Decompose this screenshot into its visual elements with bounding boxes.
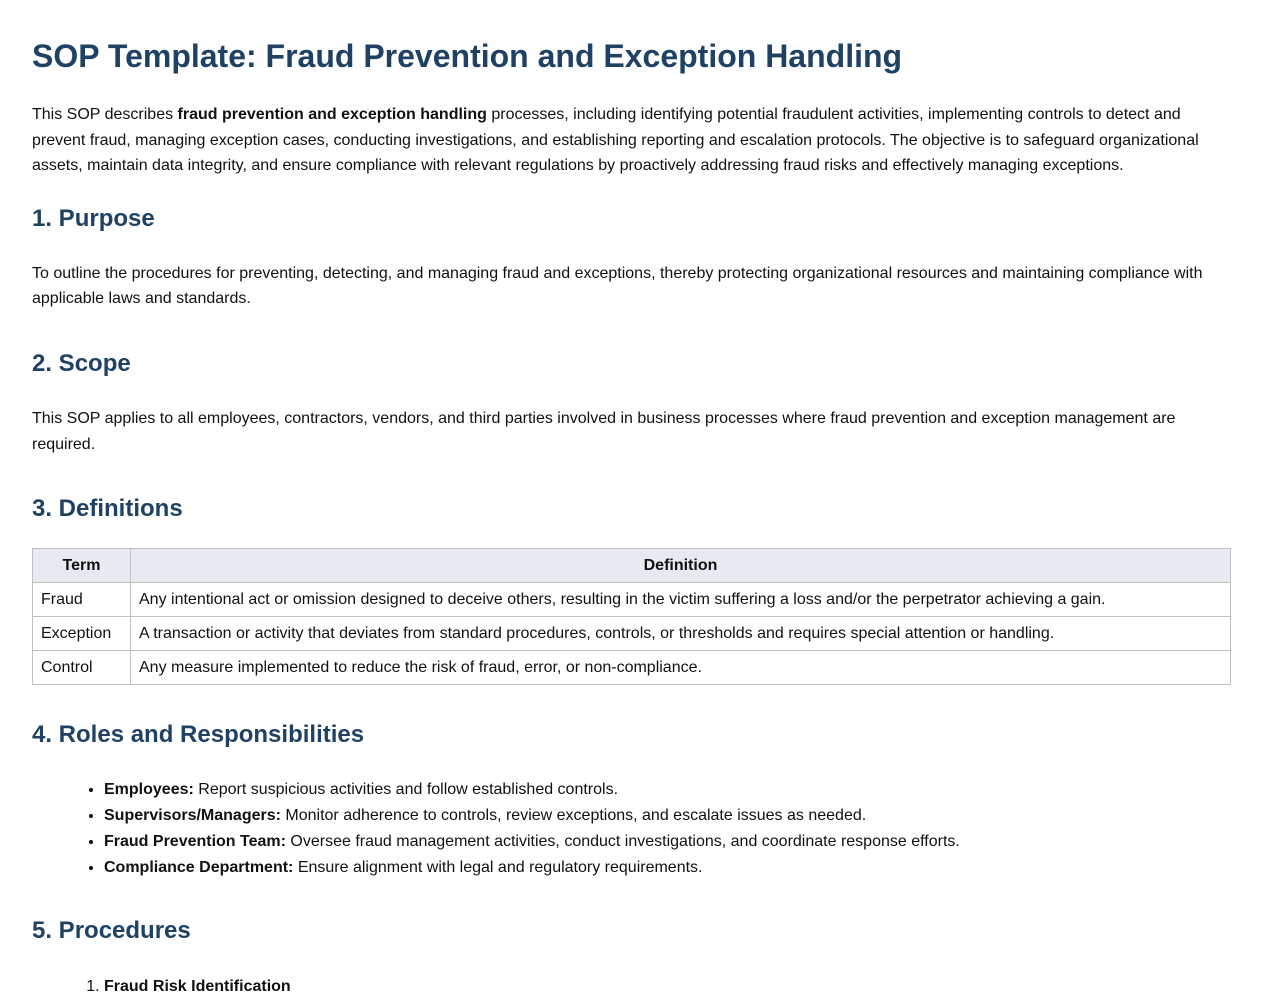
list-item xyxy=(104,803,1231,829)
roles-list xyxy=(32,777,1231,880)
roles-heading: 4. Roles and Responsibilities xyxy=(32,721,365,749)
definitions-heading: 3. Definitions xyxy=(32,495,183,523)
term-cell: Exception xyxy=(33,617,131,651)
intro-suffix: processes, including identifying potential fraudulent activities, implementing controls to detect and prevent fraud, managing exception cases, conducting investigations, and establishing reporting and escalation protocols. The objective is to safeguard organizational assets, maintain data integrity, and ensure compliance with relevant regulations by proactively addressing fraud risks and effectively managing exceptions. xyxy=(32,106,1199,175)
table-row xyxy=(33,651,1231,685)
term-cell: Fraud xyxy=(33,583,131,617)
scope-text: This SOP applies to all employees, contractors, vendors, and third parties involved in business processes where fraud prevention and exception management are required. xyxy=(32,409,1176,453)
term-cell: Control xyxy=(33,651,131,685)
role-name: Supervisors/Managers: xyxy=(104,806,281,824)
role-description: Ensure alignment with legal and regulatory requirements. xyxy=(293,858,703,876)
definitions-table xyxy=(32,548,1231,685)
role-name: Employees: xyxy=(104,781,194,799)
column-header-definition: Definition xyxy=(131,549,1231,583)
role-name: Fraud Prevention Team: xyxy=(104,832,286,850)
table-row xyxy=(33,617,1231,651)
role-description: Oversee fraud management activities, conduct investigations, and coordinate response efforts. xyxy=(285,832,960,850)
list-item xyxy=(104,974,1231,999)
purpose-heading: 1. Purpose xyxy=(32,204,155,232)
procedure-title: Fraud Risk Identification xyxy=(104,978,291,996)
definition-cell: A transaction or activity that deviates from standard procedures, controls, or thresholds and requires special attention or handling. xyxy=(131,617,1231,651)
list-item xyxy=(104,777,1231,803)
role-description: Monitor adherence to controls, review exceptions, and escalate issues as needed. xyxy=(280,806,867,824)
list-item xyxy=(104,829,1231,855)
role-name: Compliance Department: xyxy=(104,858,294,876)
table-header-row xyxy=(33,549,1231,583)
page-title: SOP Template: Fraud Prevention and Exception Handling xyxy=(32,38,903,74)
role-description: Report suspicious activities and follow established controls. xyxy=(193,781,619,799)
definition-cell: Any measure implemented to reduce the risk of fraud, error, or non-compliance. xyxy=(131,651,1231,685)
definition-cell: Any intentional act or omission designed to deceive others, resulting in the victim suffering a loss and/or the perpetrator achieving a gain. xyxy=(131,583,1231,617)
procedures-list xyxy=(32,974,1231,999)
list-item xyxy=(104,855,1231,881)
intro-paragraph xyxy=(32,102,1231,179)
intro-bold-phrase: fraud prevention and exception handling xyxy=(177,106,487,123)
column-header-term: Term xyxy=(33,549,131,583)
purpose-text: To outline the procedures for preventing, detecting, and managing fraud and exceptions, thereby protecting organizational resources and maintaining compliance with applicable laws and standards. xyxy=(32,264,1203,308)
scope-heading: 2. Scope xyxy=(32,349,131,377)
procedures-heading: 5. Procedures xyxy=(32,917,191,945)
table-row xyxy=(33,583,1231,617)
intro-prefix: This SOP describes xyxy=(32,106,178,123)
